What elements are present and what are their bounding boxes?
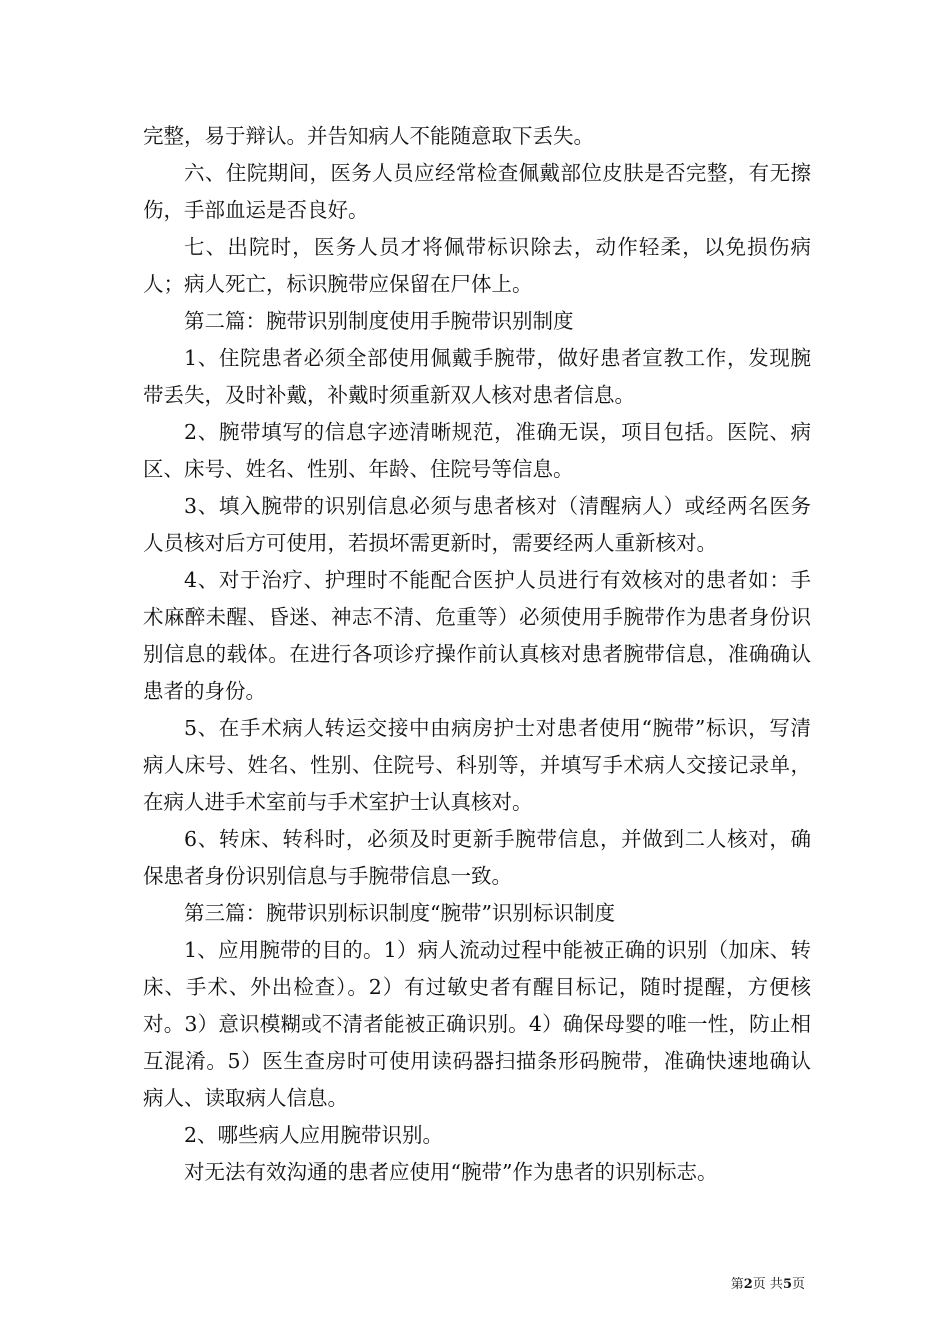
footer-total-pages: 5 (782, 1277, 792, 1292)
paragraph-3: 七、出院时，医务人员才将佩带标识除去，动作轻柔，以免损伤病人；病人死亡，标识腕带应保留在尸体上。 (143, 235, 811, 296)
footer-suffix: 页 (791, 1277, 805, 1292)
footer-middle: 页 共 (752, 1277, 783, 1292)
paragraph-10: 6、转床、转科时，必须及时更新手腕带信息，并做到二人核对，确保患者身份识别信息与手腕带信息一致。 (143, 827, 811, 888)
document-body (143, 118, 811, 1191)
paragraph-2: 六、住院期间，医务人员应经常检查佩戴部位皮肤是否完整，有无擦伤，手部血运是否良好。 (143, 161, 811, 222)
paragraph-7: 3、填入腕带的识别信息必须与患者核对（清醒病人）或经两名医务人员核对后方可使用，若损坏需更新时，需要经两人重新核对。 (143, 494, 811, 555)
section-heading-2: 第二篇：腕带识别制度使用手腕带识别制度 (184, 309, 574, 333)
paragraph-13: 2、哪些病人应用腕带识别。 (184, 1123, 444, 1147)
paragraph-12: 1、应用腕带的目的。1）病人流动过程中能被正确的识别（加床、转床、手术、外出检查）。2）有过敏史者有醒目标记，随时提醒，方便核对。3）意识模糊或不清者能被正确识别。4）确保母婴的唯一性，防止相互混淆。5）医生查房时可使用读码器扫描条形码腕带，准确快速地确认病人、读取病人信息。 (143, 938, 811, 1110)
footer-current-page: 2 (743, 1277, 753, 1292)
footer-prefix: 第 (730, 1277, 744, 1292)
paragraph-5: 1、住院患者必须全部使用佩戴手腕带，做好患者宣教工作，发现腕带丢失，及时补戴，补戴时须重新双人核对患者信息。 (143, 346, 811, 407)
paragraph-9: 5、在手术病人转运交接中由病房护士对患者使用“腕带”标识，写清病人床号、姓名、性别、住院号、科别等，并填写手术病人交接记录单，在病人进手术室前与手术室护士认真核对。 (143, 716, 811, 814)
section-heading-3: 第三篇：腕带识别标识制度“腕带”识别标识制度 (184, 901, 615, 925)
paragraph-8: 4、对于治疗、护理时不能配合医护人员进行有效核对的患者如：手术麻醉未醒、昏迷、神志不清、危重等）必须使用手腕带作为患者身份识别信息的载体。在进行各项诊疗操作前认真核对患者腕带信息，准确确认患者的身份。 (143, 568, 811, 703)
paragraph-6: 2、腕带填写的信息字迹清晰规范，准确无误，项目包括。医院、病区、床号、姓名、性别、年龄、住院号等信息。 (143, 420, 811, 481)
paragraph-14: 对无法有效沟通的患者应使用“腕带”作为患者的识别标志。 (184, 1160, 718, 1184)
paragraph-1: 完整，易于辩认。并告知病人不能随意取下丢失。 (143, 124, 594, 148)
page-footer (731, 1277, 805, 1293)
